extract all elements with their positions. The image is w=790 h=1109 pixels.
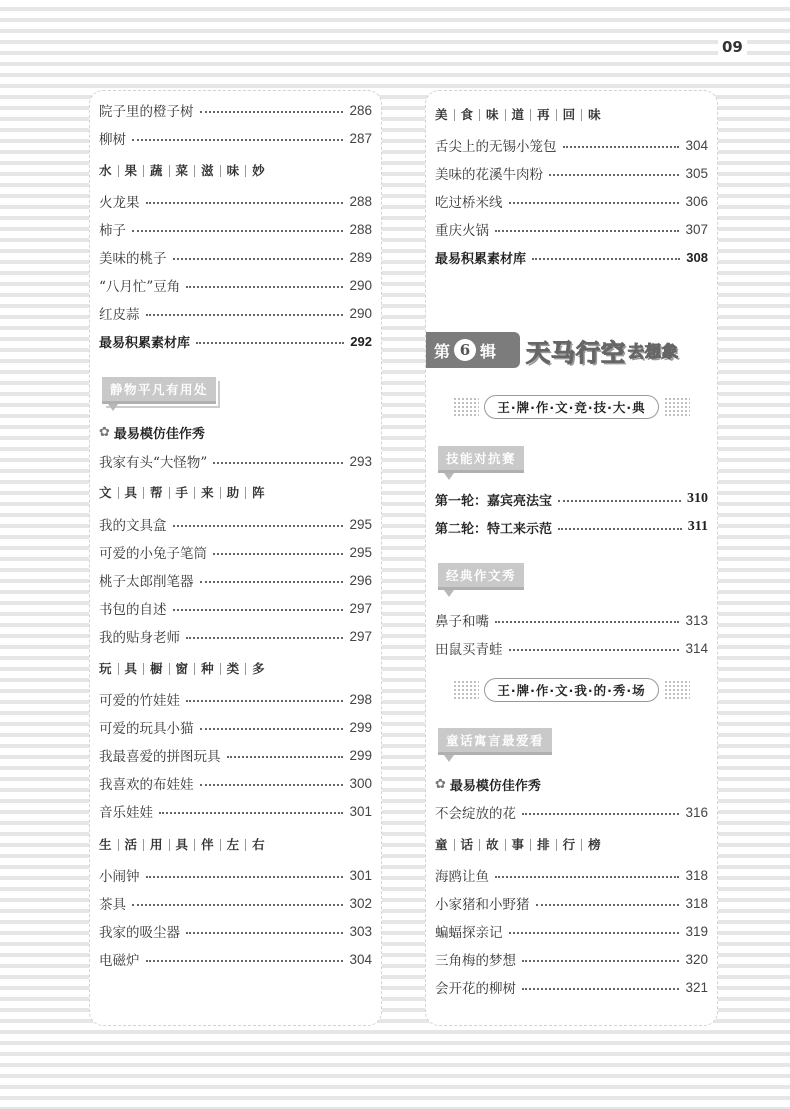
entry-page: 303 [349, 923, 372, 939]
dot-leader [213, 462, 343, 464]
dot-leader [536, 904, 680, 906]
entry-page: 316 [685, 804, 708, 820]
toc-entry[interactable] [435, 133, 708, 157]
entry-page: 295 [349, 516, 372, 532]
dot-grid-decoration [453, 680, 479, 700]
dot-leader [509, 932, 680, 934]
dot-leader [213, 553, 343, 555]
dot-leader [159, 812, 343, 814]
dot-leader [200, 728, 344, 730]
entry-page: 290 [349, 305, 372, 321]
entry-title: 第一轮：嘉宾亮法宝 [435, 493, 553, 509]
dot-leader [132, 139, 343, 141]
toc-entry[interactable] [435, 217, 708, 241]
toc-entry[interactable] [99, 743, 372, 767]
entry-page: 295 [349, 544, 372, 560]
toc-entry[interactable] [435, 636, 708, 660]
toc-entry[interactable] [99, 189, 372, 213]
toc-entry[interactable] [435, 800, 708, 824]
entry-page: 318 [685, 895, 708, 911]
dot-leader [495, 876, 679, 878]
entry-title: “八月忙”豆角 [99, 279, 181, 295]
dot-leader [509, 649, 680, 651]
section-pill-row [435, 677, 708, 703]
entry-page: 288 [349, 221, 372, 237]
entry-page: 289 [349, 249, 372, 265]
toc-entry[interactable] [99, 217, 372, 241]
entry-title: 小家猪和小野猪 [435, 897, 530, 913]
entry-title: 茶具 [99, 897, 126, 913]
toc-right-column [425, 90, 718, 1026]
dot-leader [200, 581, 344, 583]
toc-entry[interactable] [99, 624, 372, 648]
entry-page: 318 [685, 867, 708, 883]
entry-title: 美味的花溪牛肉粉 [435, 167, 543, 183]
toc-entry[interactable] [435, 161, 708, 185]
entry-title: 院子里的橙子树 [99, 104, 194, 120]
toc-entry[interactable] [435, 919, 708, 943]
toc-entry[interactable] [435, 947, 708, 971]
entry-title: 第二轮：特工来示范 [435, 521, 553, 537]
dot-leader [558, 528, 682, 530]
dot-leader [200, 784, 344, 786]
dot-leader [186, 700, 343, 702]
entry-page: 288 [349, 193, 372, 209]
entry-title: 鼻子和嘴 [435, 614, 489, 630]
toc-entry[interactable] [99, 799, 372, 823]
gear-icon: ✿ [435, 777, 446, 792]
toc-entry[interactable] [99, 126, 372, 150]
section-banner: 静物平凡有用处 [102, 377, 216, 404]
entry-title: 重庆火锅 [435, 223, 489, 239]
toc-entry[interactable] [99, 771, 372, 795]
entry-title: 可爱的竹娃娃 [99, 693, 180, 709]
section-subheading: 文 具 帮 手 来 助 阵 [99, 487, 271, 499]
entry-title: 美味的桃子 [99, 251, 167, 267]
dot-leader [186, 932, 343, 934]
section-banner: 经典作文秀 [438, 563, 524, 590]
entry-page: 302 [349, 895, 372, 911]
toc-entry[interactable] [99, 98, 372, 122]
entry-page: 304 [685, 137, 708, 153]
toc-entry[interactable] [435, 863, 708, 887]
featured-heading: ✿ 最易模仿佳作秀 [435, 777, 541, 794]
entry-page: 290 [349, 277, 372, 293]
toc-left-column [89, 90, 382, 1026]
entry-title: 吃过桥米线 [435, 195, 503, 211]
dot-grid-decoration [453, 397, 479, 417]
entry-title: 最易积累素材库 [99, 335, 191, 351]
entry-page: 308 [686, 249, 708, 265]
toc-entry[interactable] [99, 449, 372, 473]
entry-page: 304 [349, 951, 372, 967]
toc-entry[interactable] [99, 891, 372, 915]
entry-title: 最易积累素材库 [435, 251, 527, 267]
entry-page: 286 [349, 102, 372, 118]
dot-leader [146, 876, 344, 878]
toc-entry[interactable] [99, 596, 372, 620]
entry-title: 可爱的玩具小猫 [99, 721, 194, 737]
dot-leader [132, 904, 343, 906]
section-banner: 技能对抗赛 [438, 446, 524, 473]
entry-page: 297 [349, 600, 372, 616]
section-pill-row [435, 394, 708, 420]
entry-page: 300 [349, 775, 372, 791]
toc-entry[interactable] [99, 863, 372, 887]
dot-leader [132, 230, 343, 232]
toc-entry[interactable] [99, 715, 372, 739]
toc-entry[interactable] [99, 540, 372, 564]
dot-leader [532, 258, 680, 260]
entry-page: 314 [685, 640, 708, 656]
entry-title: 我最喜爱的拼图玩具 [99, 749, 221, 765]
entry-page: 293 [349, 453, 372, 469]
entry-title: 电磁炉 [99, 953, 140, 969]
entry-page: 311 [687, 519, 708, 534]
dot-leader [495, 230, 679, 232]
dot-leader [522, 960, 679, 962]
toc-entry[interactable] [435, 189, 708, 213]
toc-entry[interactable] [99, 947, 372, 971]
toc-entry[interactable] [435, 487, 708, 511]
entry-title: 桃子太郎削笔器 [99, 574, 194, 590]
featured-heading: ✿ 最易模仿佳作秀 [99, 425, 205, 442]
dot-leader [558, 500, 681, 502]
toc-entry[interactable] [435, 608, 708, 632]
entry-page: 299 [349, 747, 372, 763]
entry-page: 299 [349, 719, 372, 735]
entry-title: 红皮蒜 [99, 307, 140, 323]
entry-title: 不会绽放的花 [435, 806, 516, 822]
entry-title: 蝙蝠探亲记 [435, 925, 503, 941]
material-entry[interactable] [99, 329, 372, 353]
toc-entry[interactable] [99, 512, 372, 536]
entry-title: 舌尖上的无锡小笼包 [435, 139, 557, 155]
entry-page: 305 [685, 165, 708, 181]
toc-entry[interactable] [435, 975, 708, 999]
dot-grid-decoration [664, 680, 690, 700]
section-subheading: 玩 具 橱 窗 种 类 多 [99, 663, 271, 675]
entry-title: 我的贴身老师 [99, 630, 180, 646]
entry-page: 313 [685, 612, 708, 628]
toc-entry[interactable] [99, 687, 372, 711]
dot-leader [173, 258, 344, 260]
entry-page: 321 [685, 979, 708, 995]
entry-page: 301 [349, 867, 372, 883]
entry-page: 292 [350, 333, 372, 349]
dot-leader [146, 314, 344, 316]
dot-leader [549, 174, 679, 176]
entry-title: 我喜欢的布娃娃 [99, 777, 194, 793]
dot-leader [495, 621, 679, 623]
entry-title: 海鸥让鱼 [435, 869, 489, 885]
dot-leader [196, 342, 344, 344]
entry-title: 三角梅的梦想 [435, 953, 516, 969]
dot-leader [186, 286, 343, 288]
entry-title: 书包的自述 [99, 602, 167, 618]
toc-entry[interactable] [99, 919, 372, 943]
entry-title: 火龙果 [99, 195, 140, 211]
chapter-label: 第 6 辑 [426, 332, 520, 368]
section-subheading: 水 果 蔬 菜 滋 味 妙 [99, 165, 271, 177]
toc-entry[interactable] [435, 891, 708, 915]
dot-leader [186, 637, 343, 639]
dot-leader [509, 202, 680, 204]
section-subheading: 童 话 故 事 排 行 榜 [435, 839, 607, 851]
entry-title: 小闹钟 [99, 869, 140, 885]
toc-entry[interactable] [99, 568, 372, 592]
entry-title: 我家的吸尘器 [99, 925, 180, 941]
entry-title: 可爱的小兔子笔筒 [99, 546, 207, 562]
dot-leader [200, 111, 344, 113]
page-number: 09 [718, 38, 747, 56]
dot-leader [522, 813, 679, 815]
dot-leader [173, 609, 344, 611]
entry-page: 320 [685, 951, 708, 967]
entry-page: 301 [349, 803, 372, 819]
entry-page: 310 [687, 491, 708, 506]
section-pill: 王·牌·作·文·竞·技·大·典 [484, 395, 658, 419]
toc-entry[interactable] [99, 273, 372, 297]
section-subheading: 生 活 用 具 伴 左 右 [99, 839, 271, 851]
entry-page: 296 [349, 572, 372, 588]
material-entry[interactable] [435, 245, 708, 269]
entry-page: 307 [685, 221, 708, 237]
entry-title: 音乐娃娃 [99, 805, 153, 821]
entry-title: 柳树 [99, 132, 126, 148]
entry-title: 我的文具盒 [99, 518, 167, 534]
toc-entry[interactable] [435, 515, 708, 539]
dot-leader [227, 756, 344, 758]
dot-grid-decoration [664, 397, 690, 417]
entry-page: 297 [349, 628, 372, 644]
section-subheading: 美 食 味 道 再 回 味 [435, 109, 607, 121]
entry-title: 我家有头“大怪物” [99, 455, 208, 471]
chapter-number: 6 [454, 339, 476, 361]
dot-leader [146, 960, 344, 962]
entry-page: 306 [685, 193, 708, 209]
section-banner: 童话寓言最爱看 [438, 728, 552, 755]
dot-leader [522, 988, 679, 990]
section-pill: 王·牌·作·文·我·的·秀·场 [484, 678, 658, 702]
entry-title: 会开花的柳树 [435, 981, 516, 997]
dot-leader [563, 146, 680, 148]
entry-title: 田鼠买青蛙 [435, 642, 503, 658]
entry-page: 287 [349, 130, 372, 146]
chapter-title: 天马行空 去想象 [526, 338, 680, 367]
entry-page: 298 [349, 691, 372, 707]
entry-title: 柿子 [99, 223, 126, 239]
dot-leader [173, 525, 344, 527]
entry-page: 319 [685, 923, 708, 939]
toc-entry[interactable] [99, 245, 372, 269]
gear-icon: ✿ [99, 425, 110, 440]
toc-entry[interactable] [99, 301, 372, 325]
dot-leader [146, 202, 344, 204]
